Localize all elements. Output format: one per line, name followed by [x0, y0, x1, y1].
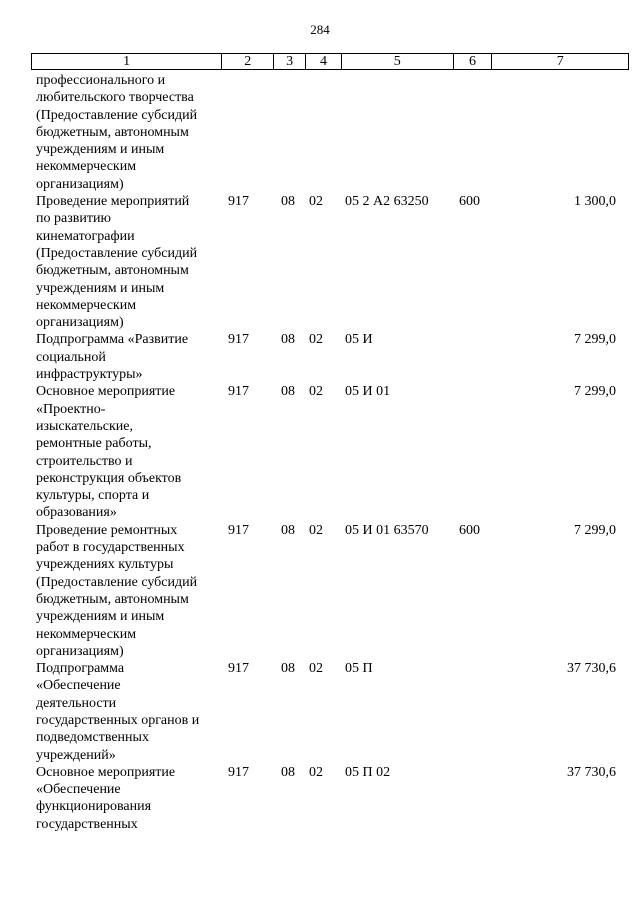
row-name-line: образования» [36, 505, 117, 521]
row-name-line: учреждениях культуры [36, 557, 174, 573]
row-name-line: (Предоставление субсидий [36, 107, 198, 123]
header-col-2: 2 [222, 54, 274, 69]
row-name-line: функционирования [36, 799, 152, 815]
row-name-line: учреждений» [36, 747, 116, 763]
row-name-line: государственных органов и [36, 712, 200, 728]
row-section: 08 [281, 194, 295, 210]
row-name-line: «Обеспечение [36, 678, 121, 694]
row-admin-code: 917 [228, 764, 249, 780]
row-name [36, 660, 222, 764]
row-name-line: учреждениям и иным [36, 142, 165, 158]
row-name-line: культуры, спорта и [36, 488, 150, 504]
row-name-line: по развитию [36, 211, 111, 227]
header-col-4: 4 [306, 54, 342, 69]
row-name-line: Проведение мероприятий [36, 194, 190, 210]
row-name [36, 72, 222, 193]
row-expense-type: 600 [459, 194, 480, 210]
row-name [36, 193, 222, 331]
header-col-6: 6 [454, 54, 493, 69]
row-name-line: некоммерческим [36, 626, 137, 642]
row-name-line: «Проектно- [36, 401, 106, 417]
row-target-article: 05 П 02 [345, 764, 391, 780]
row-name-line: бюджетным, автономным [36, 263, 189, 279]
header-col-7: 7 [556, 54, 564, 69]
row-admin-code: 917 [228, 194, 249, 210]
row-name-line: ремонтные работы, [36, 436, 152, 452]
table-row [36, 522, 616, 660]
row-admin-code: 917 [228, 661, 249, 677]
row-name-line: некоммерческим [36, 297, 137, 313]
table-row [36, 72, 616, 193]
row-name-line: Подпрограмма [36, 661, 125, 677]
row-name-line: организациям) [36, 315, 124, 331]
row-name-line: строительство и [36, 453, 133, 469]
row-name-line: бюджетным, автономным [36, 124, 189, 140]
table-row [36, 383, 616, 521]
row-subsection: 02 [309, 384, 323, 400]
row-name-line: изыскательские, [36, 418, 134, 434]
row-admin-code: 917 [228, 384, 249, 400]
row-name-line: любительского творчества [36, 90, 194, 106]
row-name-line: учреждениям и иным [36, 609, 165, 625]
row-name-line: Основное мероприятие [36, 384, 176, 400]
row-name-line: (Предоставление субсидий [36, 574, 198, 590]
row-name-line: учреждениям и иным [36, 280, 165, 296]
row-name-line: социальной [36, 349, 106, 365]
row-name-line: организациям) [36, 176, 124, 192]
row-name-line: профессионального и [36, 73, 166, 88]
row-amount: 37 730,6 [567, 661, 616, 677]
row-target-article: 05 П [345, 661, 373, 677]
row-name-line: кинематографии [36, 228, 135, 244]
table-row [36, 331, 616, 383]
row-amount: 7 299,0 [574, 522, 616, 538]
header-col-1: 1 [32, 54, 222, 69]
row-name-line: государственных [36, 816, 138, 832]
row-name-line: Проведение ремонтных [36, 522, 178, 538]
row-subsection: 02 [309, 764, 323, 780]
row-subsection: 02 [309, 522, 323, 538]
row-section: 08 [281, 332, 295, 348]
row-name-line: реконструкция объектов [36, 470, 182, 486]
table-row [36, 660, 616, 764]
row-section: 08 [281, 764, 295, 780]
row-name-line: деятельности [36, 695, 117, 711]
row-section: 08 [281, 522, 295, 538]
row-subsection: 02 [309, 194, 323, 210]
row-subsection: 02 [309, 332, 323, 348]
row-name [36, 331, 222, 383]
row-amount: 7 299,0 [574, 384, 616, 400]
page-number: 284 [310, 22, 330, 37]
row-name-line: организациям) [36, 643, 124, 659]
header-col-5: 5 [342, 54, 454, 69]
row-target-article: 05 И [345, 332, 373, 348]
row-name-line: (Предоставление субсидий [36, 245, 198, 261]
row-name-line: некоммерческим [36, 159, 137, 175]
row-name-line: «Обеспечение [36, 782, 121, 798]
table-header [31, 53, 629, 70]
row-target-article: 05 2 А2 63250 [345, 194, 429, 210]
row-name-line: Основное мероприятие [36, 764, 176, 780]
table-row [36, 193, 616, 331]
row-name [36, 383, 222, 521]
table-row [36, 764, 616, 833]
row-name [36, 764, 222, 833]
row-subsection: 02 [309, 661, 323, 677]
row-admin-code: 917 [228, 332, 249, 348]
row-admin-code: 917 [228, 522, 249, 538]
row-amount: 1 300,0 [574, 194, 616, 210]
row-target-article: 05 И 01 [345, 384, 391, 400]
table-body [36, 72, 616, 833]
row-amount: 37 730,6 [567, 764, 616, 780]
row-name-line: Подпрограмма «Развитие [36, 332, 189, 348]
row-name [36, 522, 222, 660]
row-section: 08 [281, 384, 295, 400]
row-amount: 7 299,0 [574, 332, 616, 348]
row-name-line: работ в государственных [36, 540, 185, 556]
row-name-line: инфраструктуры» [36, 367, 143, 383]
row-name-line: подведомственных [36, 730, 149, 746]
row-target-article: 05 И 01 63570 [345, 522, 429, 538]
row-section: 08 [281, 661, 295, 677]
row-expense-type: 600 [459, 522, 480, 538]
header-col-3: 3 [274, 54, 306, 69]
row-name-line: бюджетным, автономным [36, 591, 189, 607]
